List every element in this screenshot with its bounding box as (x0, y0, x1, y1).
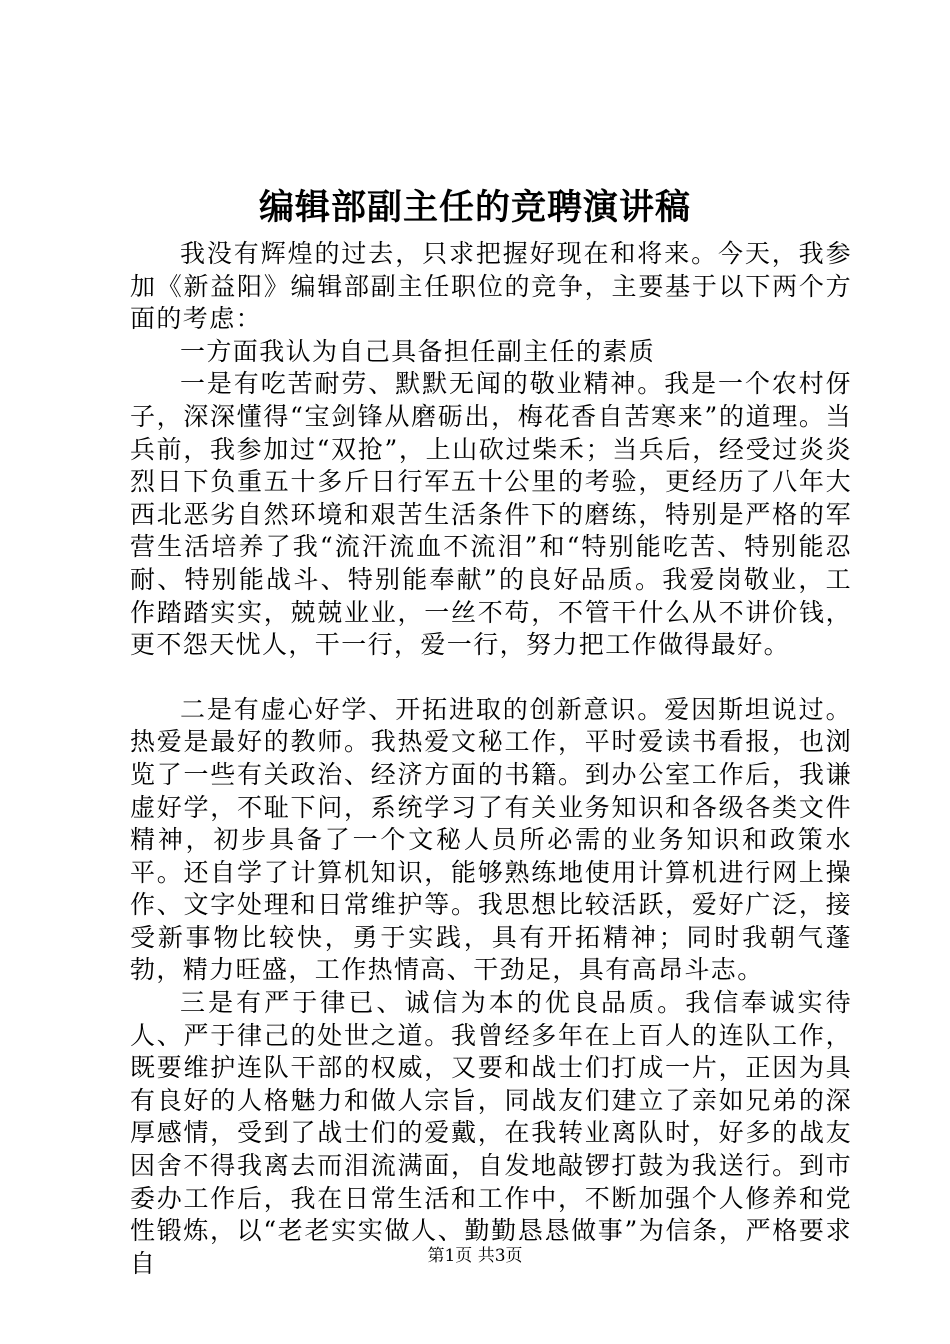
paragraph-point-one: 一是有吃苦耐劳、默默无闻的敬业精神。我是一个农村伢子，深深懂得“宝剑锋从磨砺出，梅花香自苦寒来”的道理。当兵前，我参加过“双抢”，上山砍过柴禾；当兵后，经受过炎炎烈日下负重五十多斤日行军五十公里的考验，更经历了八年大西北恶劣自然环境和艰苦生活条件下的磨练，特别是严格的军营生活培养了我“流汗流血不流泪”和“特别能吃苦、特别能忍耐、特别能战斗、特别能奉献”的良好品质。我爱岗敬业，工作踏踏实实，兢兢业业，一丝不苟，不管干什么从不讲价钱，更不怨天忧人，干一行，爱一行，努力把工作做得最好。 (130, 369, 852, 660)
paragraph-point-two: 二是有虚心好学、开拓进取的创新意识。爱因斯坦说过。热爱是最好的教师。我热爱文秘工作，平时爱读书看报，也浏览了一些有关政治、经济方面的书籍。到办公室工作后，我谦虚好学，不耻下问，系统学习了有关业务知识和各级各类文件精神，初步具备了一个文秘人员所必需的业务知识和政策水平。还自学了计算机知识，能够熟练地使用计算机进行网上操作、文字处理和日常维护等。我思想比较活跃，爱好广泛，接受新事物比较快，勇于实践，具有开拓精神；同时我朝气蓬勃，精力旺盛，工作热情高、干劲足，具有高昂斗志。 (130, 694, 852, 985)
paragraph-heading-qualities: 一方面我认为自己具备担任副主任的素质 (180, 336, 656, 366)
page-number-footer: 第1页 共3页 (427, 1246, 523, 1266)
paragraph-intro: 我没有辉煌的过去，只求把握好现在和将来。今天，我参加《新益阳》编辑部副主任职位的竞争，主要基于以下两个方面的考虑： (130, 239, 852, 334)
document-body (130, 238, 852, 1280)
document-title: 编辑部副主任的竞聘演讲稿 (258, 187, 691, 228)
paragraph-point-three: 三是有严于律已、诚信为本的优良品质。我信奉诚实待人、严于律己的处世之道。我曾经多年在上百人的连队工作，既要维护连队干部的权威，又要和战士们打成一片，正因为具有良好的人格魅力和做人宗旨，同战友们建立了亲如兄弟的深厚感情，受到了战士们的爱戴，在我转业离队时，好多的战友因舍不得我离去而泪流满面，自发地敲锣打鼓为我送行。到市委办工作后，我在日常生活和工作中，不断加强个人修养和党性锻炼，以“老老实实做人、勤勤恳恳做事”为信条，严格要求自 (130, 988, 852, 1278)
